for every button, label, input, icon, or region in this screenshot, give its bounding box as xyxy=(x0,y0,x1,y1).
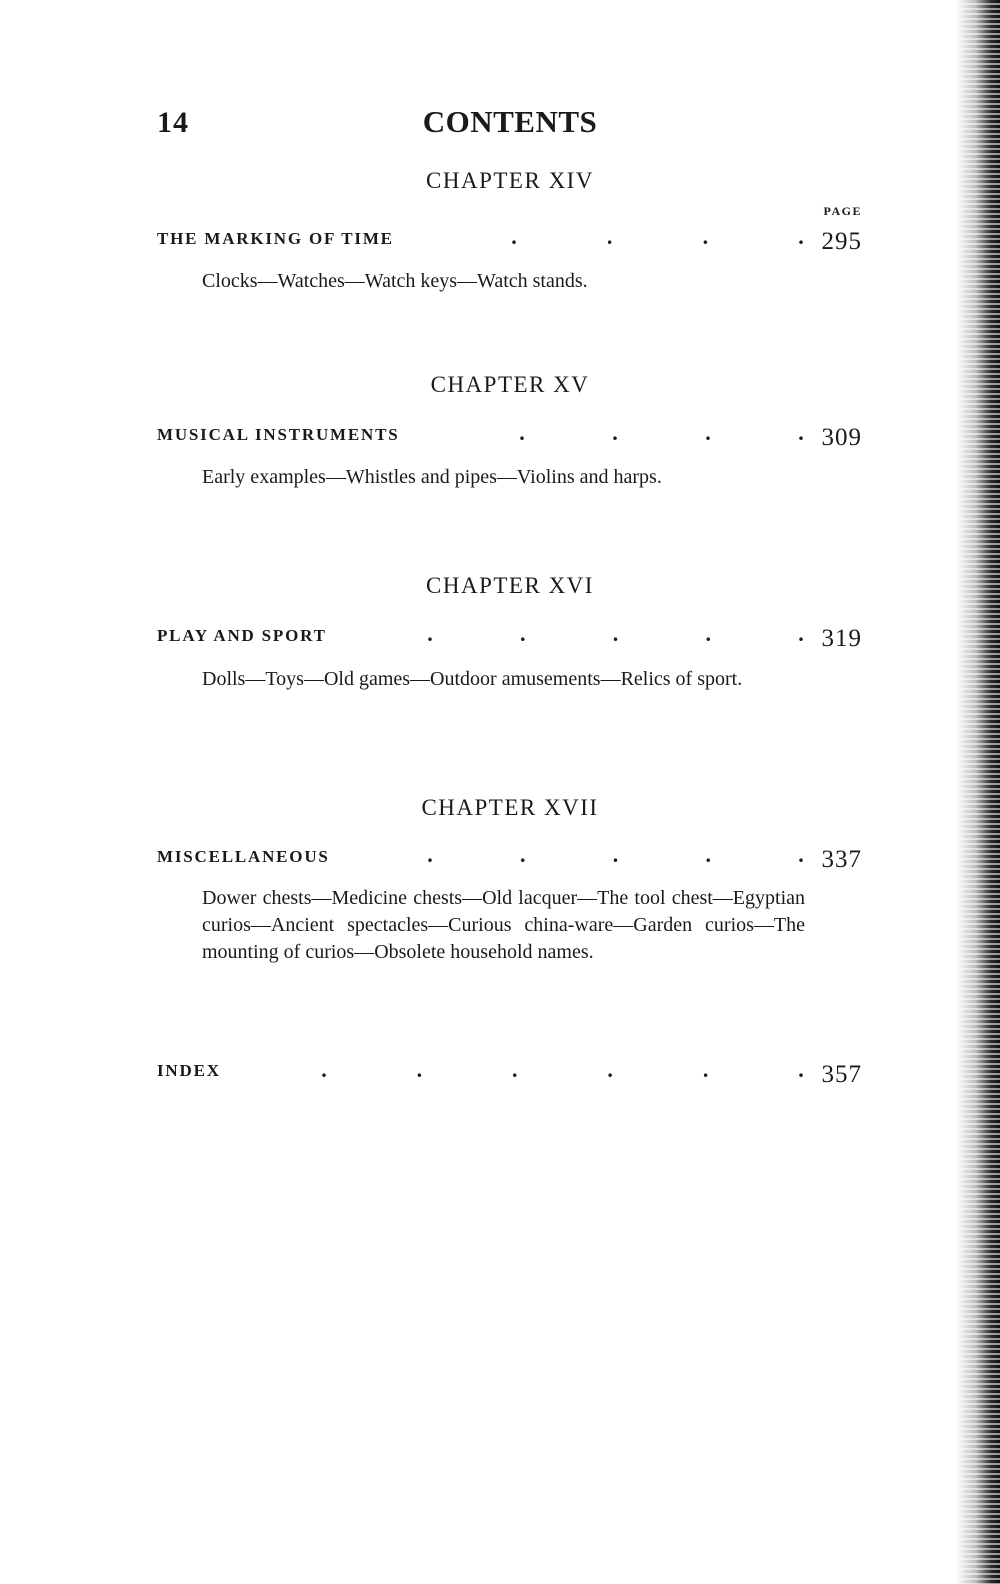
chapter-title: PLAY AND SPORT xyxy=(157,626,327,645)
dot-leader: . . . . . xyxy=(427,842,804,867)
page-number: 14 xyxy=(157,106,189,139)
dot-leader: . . . . . xyxy=(427,621,804,646)
dot-leader: . . . . xyxy=(519,420,804,445)
chapter-page-number: 319 xyxy=(821,625,862,652)
chapter-title: MUSICAL INSTRUMENTS xyxy=(157,425,400,444)
page-column-label: PAGE xyxy=(823,204,862,218)
chapter-synopsis: Early examples—Whistles and pipes—Violins and harps. xyxy=(202,466,662,488)
chapter-page-number: 337 xyxy=(821,846,862,873)
chapter-heading: CHAPTER XIV xyxy=(426,168,594,193)
chapter-heading: CHAPTER XVI xyxy=(426,573,594,598)
chapter-title: MISCELLANEOUS xyxy=(157,847,330,866)
dot-leader: . . . . xyxy=(511,224,804,249)
chapter-page-number: 309 xyxy=(821,424,862,451)
index-page-number: 357 xyxy=(821,1061,862,1088)
dot-leader: . . . . . . xyxy=(321,1057,804,1082)
chapter-synopsis: Clocks—Watches—Watch keys—Watch stands. xyxy=(202,270,588,292)
index-title: INDEX xyxy=(157,1061,221,1080)
chapter-synopsis: Dolls—Toys—Old games—Outdoor amusements—Relics of sport. xyxy=(202,668,743,690)
chapter-heading: CHAPTER XV xyxy=(430,372,590,397)
chapter-page-number: 295 xyxy=(821,228,862,255)
chapter-synopsis: Dower chests—Medicine chests—Old lacquer—The tool chest—Egyptian curios—Ancient spectacles—Curious china-ware—Garden curios—The mounting of curios—Obsolete household names. xyxy=(202,887,805,963)
chapter-title: THE MARKING OF TIME xyxy=(157,229,394,248)
chapter-heading: CHAPTER XVII xyxy=(421,795,599,820)
running-head-title: CONTENTS xyxy=(422,104,598,139)
scanned-page-edge xyxy=(956,0,1000,1584)
